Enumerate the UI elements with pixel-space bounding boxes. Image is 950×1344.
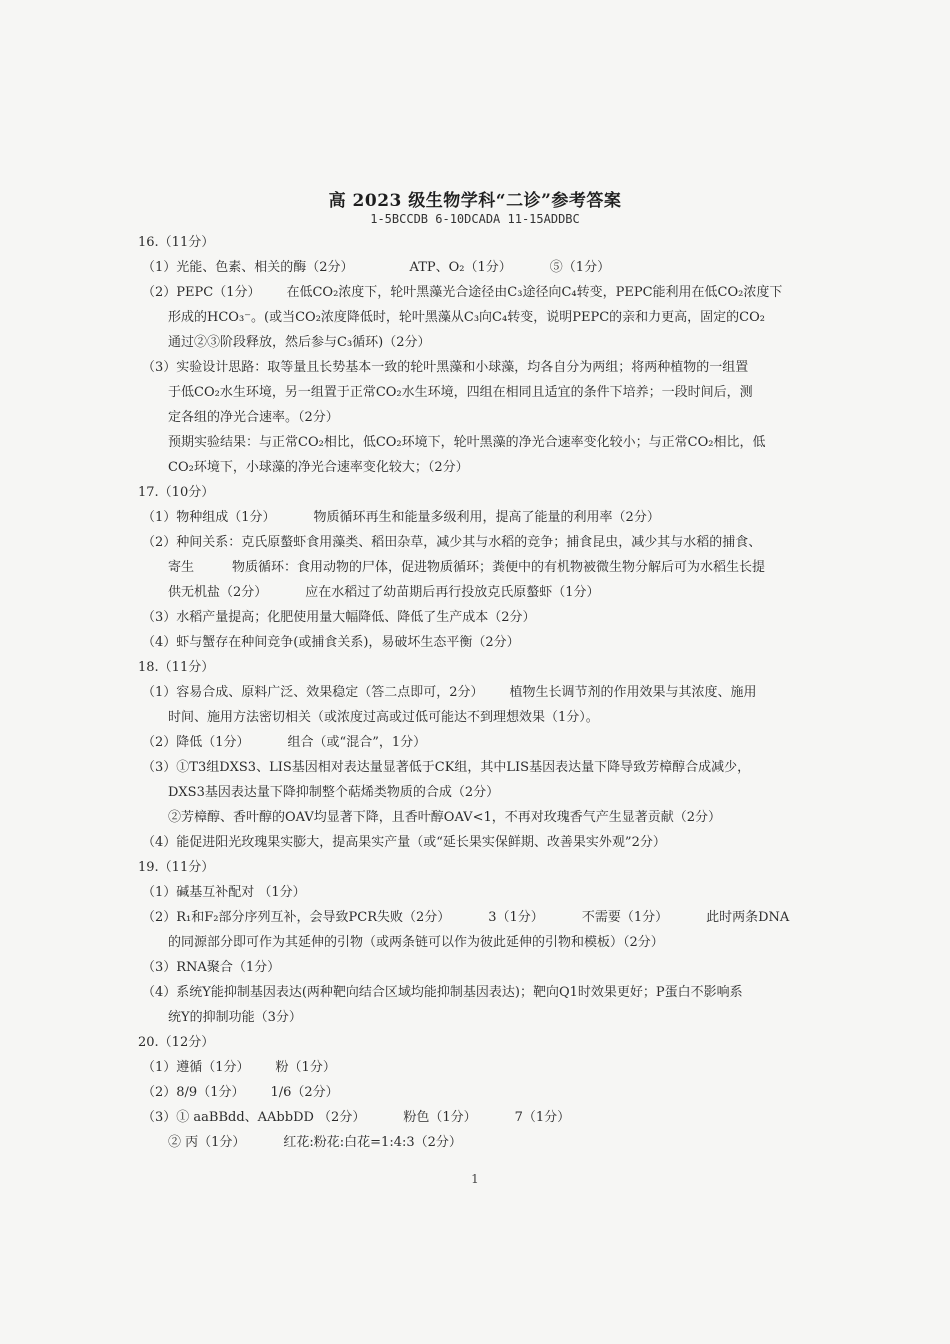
page-title: 高 2023 级生物学科“二诊”参考答案: [328, 191, 622, 211]
q19-a2-part2: 3（1分）: [488, 910, 544, 925]
q20-a3-l2-part1: ② 丙（1分）: [168, 1135, 246, 1150]
q18-a1-part1: （1）容易合成、原料广泛、效果稳定（答二点即可，2分）: [142, 685, 484, 700]
q16-a1-part2: ATP、O₂（1分）: [409, 260, 512, 275]
q20-a3-part3: 7（1分）: [514, 1110, 571, 1125]
q16-answer-2-line2: 形成的HCO₃⁻。(或当CO₂浓度降低时，轮叶黑藻从C₃向C₄转变，说明PEPC的亲和力更高，固定的CO₂: [168, 310, 765, 325]
q19-a2-part3: 不需要（1分）: [581, 910, 669, 925]
q16-answer-3-line4: 预期实验结果：与正常CO₂相比，低CO₂环境下，轮叶黑藻的净光合速率变化较小；与正常CO₂相比，低: [168, 435, 766, 450]
q17-answer-2: （2）种间关系：克氏原螯虾食用藻类、稻田杂草，减少其与水稻的竞争；捕食昆虫，减少其与水稻的捕食、: [142, 535, 762, 550]
q17-a2-l3-part1: 供无机盐（2分）: [168, 585, 268, 600]
q20-answer-1: [142, 1059, 336, 1077]
q16-answer-2-line3: 通过②③阶段释放，然后参与C₃循环)（2分）: [168, 335, 431, 350]
q18-answer-2: [142, 734, 426, 752]
q16-a1-part3: ⑤（1分）: [549, 260, 611, 275]
q16-answer-3-line3: 定各组的净光合速率。（2分）: [168, 410, 339, 425]
q16-a2-part2: 在低CO₂浓度下，轮叶黑藻光合途径由C₃途径向C₄转变，PEPC能利用在低CO₂浓度下: [286, 285, 783, 300]
q16-a1-part1: （1）光能、色素、相关的酶（2分）: [142, 260, 354, 275]
page-number: 1: [471, 1172, 479, 1186]
q18-answer-1: [142, 684, 757, 702]
q18-answer-3-line2: DXS3基因表达量下降抑制整个萜烯类物质的合成（2分）: [168, 785, 500, 800]
q16-header: 16.（11分）: [138, 235, 215, 250]
q16-answer-2: [142, 284, 782, 302]
q18-answer-3-line3: ②芳樟醇、香叶醇的OAV均显著下降，且香叶醇OAV<1，不再对玫瑰香气产生显著贡献（2分）: [168, 810, 722, 825]
q19-a2-part4: 此时两条DNA: [706, 910, 790, 925]
multiple-choice-answers: 1-5BCCDB 6-10DCADA 11-15ADDBC: [370, 212, 580, 226]
q20-header: 20.（12分）: [138, 1035, 215, 1050]
q19-a2-part1: （2）R₁和F₂部分序列互补，会导致PCR失败（2分）: [142, 910, 451, 925]
q17-answer-1: [142, 509, 660, 527]
q17-a1-part2: 物质循环再生和能量多级利用，提高了能量的利用率（2分）: [313, 510, 660, 525]
q19-answer-3: （3）RNA聚合（1分）: [142, 960, 281, 975]
q20-answer-3: [142, 1109, 570, 1127]
q20-answer-2: [142, 1084, 339, 1102]
q16-answer-3-line5: CO₂环境下，小球藻的净光合速率变化较大；（2分）: [168, 460, 469, 475]
q18-header: 18.（11分）: [138, 660, 215, 675]
q17-answer-4: （4）虾与蟹存在种间竞争(或捕食关系)，易破坏生态平衡（2分）: [142, 635, 520, 650]
q17-a2-l3-part2: 应在水稻过了幼苗期后再行投放克氏原螯虾（1分）: [305, 585, 600, 600]
q16-a2-part1: （2）PEPC（1分）: [142, 285, 261, 300]
q18-a2-part2: 组合（或“混合”，1分）: [287, 735, 427, 750]
q20-a2-part2: 1/6（2分）: [270, 1085, 339, 1100]
q18-answer-4: （4）能促进阳光玫瑰果实膨大，提高果实产量（或“延长果实保鲜期、改善果实外观”2分）: [142, 835, 666, 850]
q17-answer-2-line3: [168, 584, 600, 602]
q20-a3-part1: （3）① aaBBdd、AAbbDD （2分）: [142, 1110, 366, 1125]
q18-answer-3: （3）①T3组DXS3、LIS基因相对表达量显著低于CK组，其中LIS基因表达量下降导致芳樟醇合成减少，: [142, 760, 751, 775]
q17-a2-l2-part1: 寄生: [168, 560, 195, 575]
q20-a3-l2-part2: 红花:粉花:白花=1:4:3（2分）: [283, 1135, 462, 1150]
q17-a1-part1: （1）物种组成（1分）: [142, 510, 276, 525]
q19-header: 19.（11分）: [138, 860, 215, 875]
q16-answer-1: [142, 259, 610, 277]
q16-answer-3: （3）实验设计思路：取等量且长势基本一致的轮叶黑藻和小球藻，均各自分为两组；将两种植物的一组置: [142, 360, 749, 375]
q19-answer-1: （1）碱基互补配对 （1分）: [142, 885, 306, 900]
q20-a3-part2: 粉色（1分）: [403, 1110, 477, 1125]
q17-answer-2-line2: [168, 559, 765, 577]
q19-answer-2-line2: 的同源部分即可作为其延伸的引物（或两条链可以作为彼此延伸的引物和模板）（2分）: [168, 935, 664, 950]
q20-answer-3-line2: [168, 1134, 462, 1152]
q19-answer-2: [142, 909, 789, 927]
q18-answer-1-line2: 时间、施用方法密切相关（或浓度过高或过低可能达不到理想效果（1分）。: [168, 710, 599, 725]
q19-answer-4-line2: 统Y的抑制功能（3分）: [168, 1010, 302, 1025]
q19-answer-4: （4）系统Y能抑制基因表达(两种靶向结合区域均能抑制基因表达)；靶向Q1时效果更好；P蛋白不影响系: [142, 985, 743, 1000]
q20-a1-part2: 粉（1分）: [275, 1060, 336, 1075]
q18-a2-part1: （2）降低（1分）: [142, 735, 250, 750]
q16-answer-3-line2: 于低CO₂水生环境，另一组置于正常CO₂水生环境，四组在相同且适宜的条件下培养；一段时间后，测: [168, 385, 753, 400]
q20-a1-part1: （1）遵循（1分）: [142, 1060, 250, 1075]
q20-a2-part1: （2）8/9（1分）: [142, 1085, 245, 1100]
q18-a1-part2: 植物生长调节剂的作用效果与其浓度、施用: [509, 685, 757, 700]
q17-answer-3: （3）水稻产量提高；化肥使用量大幅降低、降低了生产成本（2分）: [142, 610, 536, 625]
q17-a2-l2-part2: 物质循环：食用动物的尸体，促进物质循环；粪便中的有机物被微生物分解后可为水稻生长提: [232, 560, 766, 575]
q17-header: 17.（10分）: [138, 485, 215, 500]
